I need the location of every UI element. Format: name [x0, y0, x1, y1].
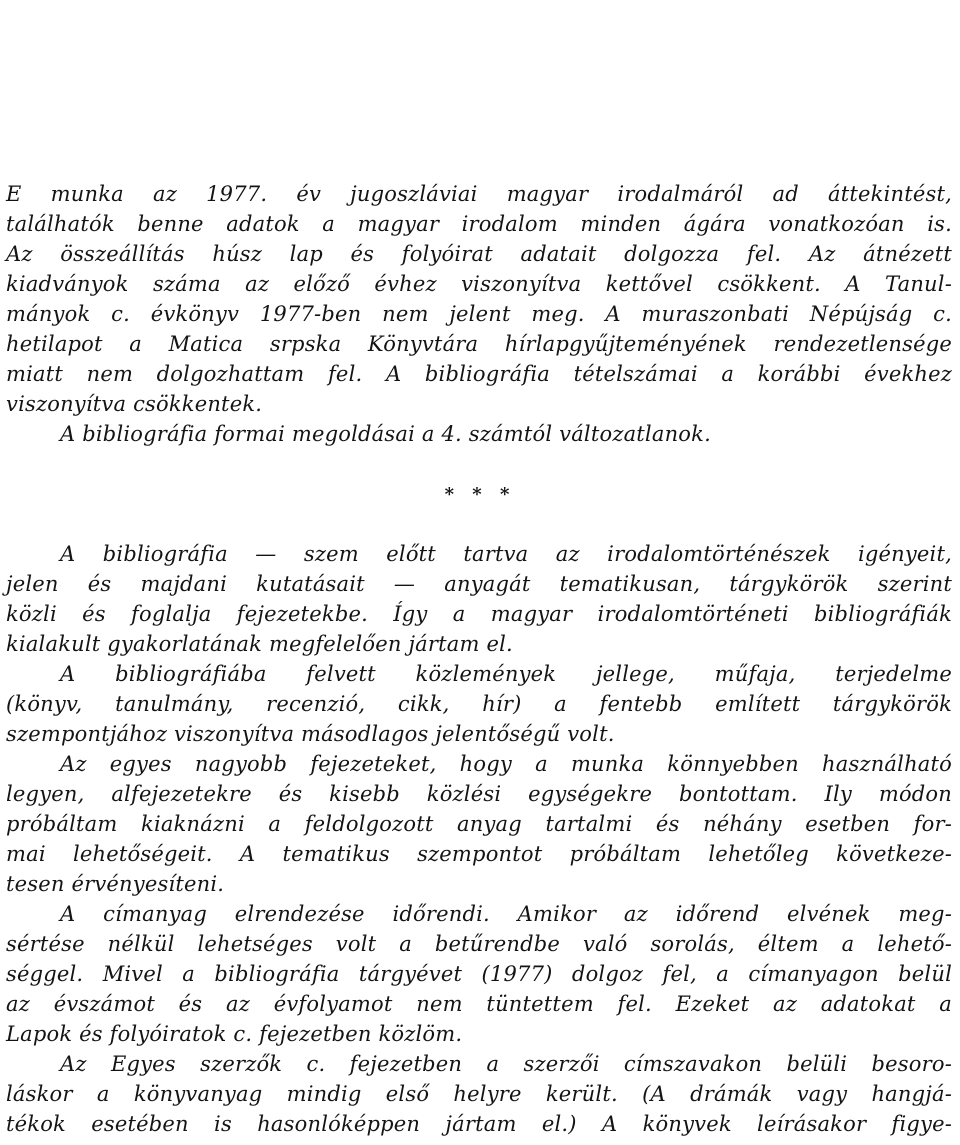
body-line: sértése nélkül lehetséges volt a betűrendbe való sorolás, éltem a lehető-: [6, 932, 952, 956]
body-line: A címanyag elrendezése időrendi. Amikor az időrend elvének meg-: [60, 902, 952, 926]
body-line: Az Egyes szerzők c. fejezetben a szerzői címszavakon belüli besoro-: [60, 1052, 952, 1076]
body-line: közli és foglalja fejezetekbe. Így a magyar irodalomtörténeti bibliográfiák: [6, 602, 952, 626]
intro-line: mányok c. évkönyv 1977-ben nem jelent meg. A muraszonbati Népújság c.: [6, 302, 952, 326]
body-line: az évszámot és az évfolyamot nem tüntettem fel. Ezeket az adatokat a: [6, 992, 952, 1016]
intro-line: hetilapot a Matica srpska Könyvtára hírlapgyűjteményének rendezetlensége: [6, 332, 952, 356]
body-line: tesen érvényesíteni.: [6, 872, 225, 896]
body-line: A bibliográfiába felvett közlemények jellege, műfaja, terjedelme: [60, 662, 952, 686]
intro-line: Az összeállítás húsz lap és folyóirat adatait dolgozza fel. Az átnézett: [6, 242, 952, 266]
intro-line: találhatók benne adatok a magyar irodalom minden ágára vonatkozóan is.: [6, 212, 952, 236]
section-separator: * * *: [444, 484, 516, 505]
body-line: tékok esetében is hasonlóképpen jártam el.) A könyvek leírásakor figye-: [6, 1112, 952, 1136]
intro-line: A bibliográfia formai megoldásai a 4. számtól változatlanok.: [60, 422, 711, 446]
intro-line: viszonyítva csökkentek.: [6, 392, 263, 416]
intro-line: E munka az 1977. év jugoszláviai magyar irodalmáról ad áttekintést,: [6, 182, 952, 206]
intro-line: miatt nem dolgozhattam fel. A bibliográfia tételszámai a korábbi évekhez: [6, 362, 952, 386]
body-line: A bibliográfia — szem előtt tartva az irodalomtörténészek igényeit,: [60, 542, 952, 566]
body-line: próbáltam kiaknázni a feldolgozott anyag tartalmi és néhány esetben for-: [6, 812, 952, 836]
body-line: Az egyes nagyobb fejezeteket, hogy a munka könnyebben használható: [60, 752, 952, 776]
intro-line: kiadványok száma az előző évhez viszonyítva kettővel csökkent. A Tanul-: [6, 272, 952, 296]
body-line: láskor a könyvanyag mindig első helyre került. (A drámák vagy hangjá-: [6, 1082, 952, 1106]
body-line: séggel. Mivel a bibliográfia tárgyévet (1977) dolgoz fel, a címanyagon belül: [6, 962, 952, 986]
body-line: legyen, alfejezetekre és kisebb közlési egységekre bontottam. Ily módon: [6, 782, 952, 806]
body-line: kialakult gyakorlatának megfelelően jártam el.: [6, 632, 513, 656]
body-line: jelen és majdani kutatásait — anyagát tematikusan, tárgykörök szerint: [6, 572, 952, 596]
body-line: Lapok és folyóiratok c. fejezetben közlöm.: [6, 1022, 463, 1046]
body-line: (könyv, tanulmány, recenzió, cikk, hír) a fentebb említett tárgykörök: [6, 692, 952, 716]
body-line: mai lehetőségeit. A tematikus szempontot próbáltam lehetőleg következe-: [6, 842, 952, 866]
body-line: szempontjához viszonyítva másodlagos jelentőségű volt.: [6, 722, 615, 746]
